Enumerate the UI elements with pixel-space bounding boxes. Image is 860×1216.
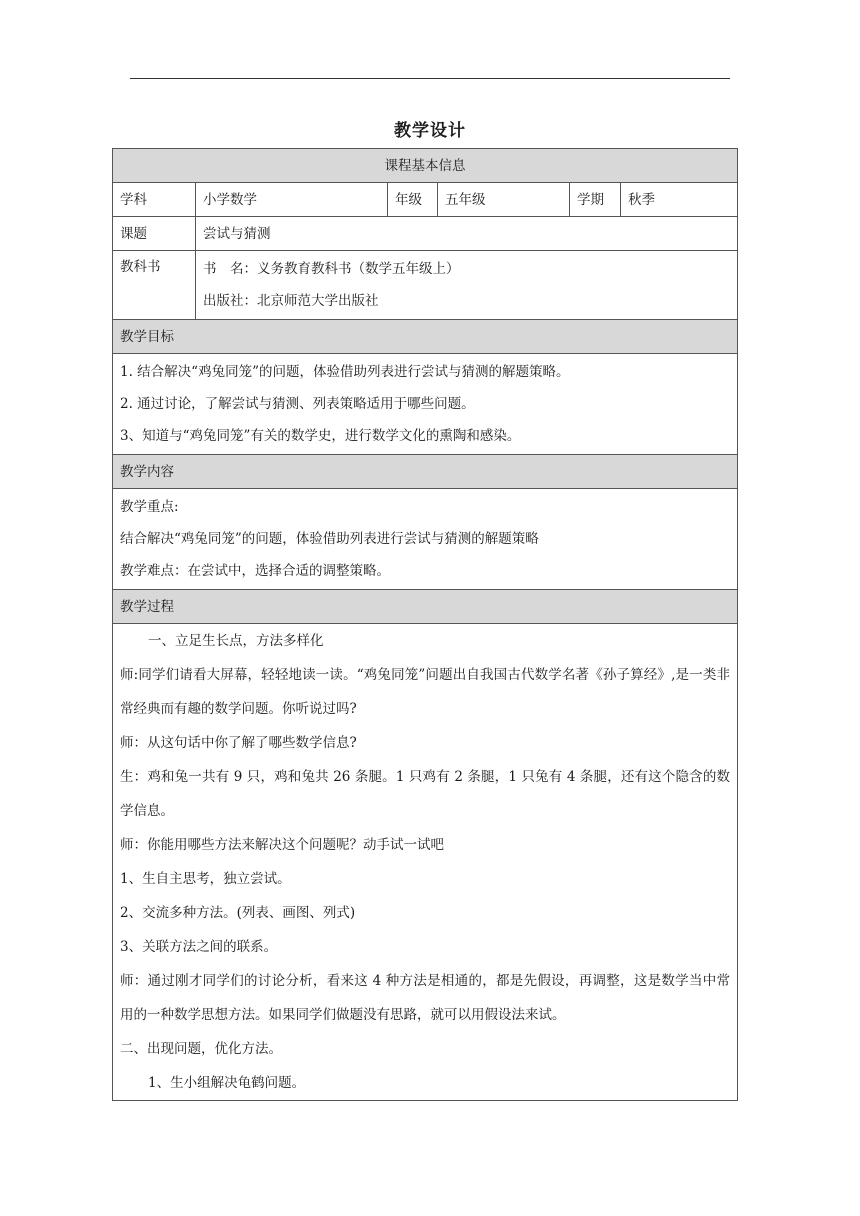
process-paragraph: 一、立足生长点，方法多样化	[148, 633, 324, 649]
process-paragraph: 师:同学们请看大屏幕，轻轻地读一读。“鸡兔同笼”问题出自我国古代数学名著《孙子算经》,是一类非常经典而有趣的数学问题。你听说过吗?	[120, 667, 730, 717]
objectives-body-row	[113, 354, 738, 455]
objective-item: 1. 结合解决“鸡兔同笼”的问题，体验借助列表进行尝试与猜测的解题策略。	[120, 364, 570, 380]
objectives-header: 教学目标	[113, 320, 738, 354]
content-body-row	[113, 489, 738, 590]
process-paragraph: 1、生自主思考，独立尝试。	[120, 871, 291, 887]
textbook-name: 书 名：义务教育教科书（数学五年级上）	[203, 261, 460, 277]
basic-info-header: 课程基本信息	[113, 149, 738, 183]
subject-row	[113, 183, 738, 217]
subject-value: 小学数学	[196, 183, 388, 217]
topic-row	[113, 217, 738, 251]
content-item: 结合解决“鸡兔同笼”的问题，体验借助列表进行尝试与猜测的解题策略	[120, 531, 539, 547]
process-paragraph: 生：鸡和兔一共有 9 只，鸡和兔共 26 条腿。1 只鸡有 2 条腿，1 只兔有 4 条腿，还有这个隐含的数学信息。	[120, 769, 730, 819]
content-item: 教学难点：在尝试中，选择合适的调整策略。	[120, 563, 390, 579]
process-paragraph: 师：从这句话中你了解了哪些数学信息?	[120, 735, 357, 751]
subject-label: 学科	[113, 183, 196, 217]
process-paragraph: 2、交流多种方法。(列表、画图、列式)	[120, 905, 356, 921]
topic-label: 课题	[113, 217, 196, 251]
term-value: 秋季	[621, 183, 738, 217]
objectives-header-row	[113, 320, 738, 354]
process-header-row	[113, 590, 738, 624]
grade-label: 年级	[388, 183, 438, 217]
topic-value: 尝试与猜测	[196, 217, 738, 251]
process-body-row	[113, 624, 738, 1101]
process-header: 教学过程	[113, 590, 738, 624]
basic-info-header-row	[113, 149, 738, 183]
lesson-design-table	[112, 148, 738, 1101]
content-item: 教学重点:	[120, 499, 179, 515]
process-paragraph: 师：你能用哪些方法来解决这个问题呢？动手试一试吧	[120, 837, 444, 853]
process-paragraph: 师：通过刚才同学们的讨论分析，看来这 4 种方法是相通的，都是先假设，再调整，这是数学当中常用的一种数学思想方法。如果同学们做题没有思路，就可以用假设法来试。	[120, 973, 730, 1023]
process-paragraph: 1、生小组解决龟鹤问题。	[148, 1075, 306, 1091]
header-rule	[130, 78, 730, 79]
textbook-row	[113, 251, 738, 320]
textbook-label: 教科书	[113, 251, 196, 320]
grade-value: 五年级	[438, 183, 570, 217]
objective-item: 3、知道与“鸡兔同笼”有关的数学史，进行数学文化的熏陶和感染。	[120, 428, 521, 444]
content-header-row	[113, 455, 738, 489]
content-header: 教学内容	[113, 455, 738, 489]
objective-item: 2. 通过讨论，了解尝试与猜测、列表策略适用于哪些问题。	[120, 396, 475, 412]
textbook-publisher: 出版社：北京师范大学出版社	[203, 293, 379, 309]
document-title: 教学设计	[394, 121, 466, 141]
process-paragraph: 3、关联方法之间的联系。	[120, 939, 278, 955]
process-paragraph: 二、出现问题，优化方法。	[120, 1041, 282, 1057]
term-label: 学期	[570, 183, 621, 217]
